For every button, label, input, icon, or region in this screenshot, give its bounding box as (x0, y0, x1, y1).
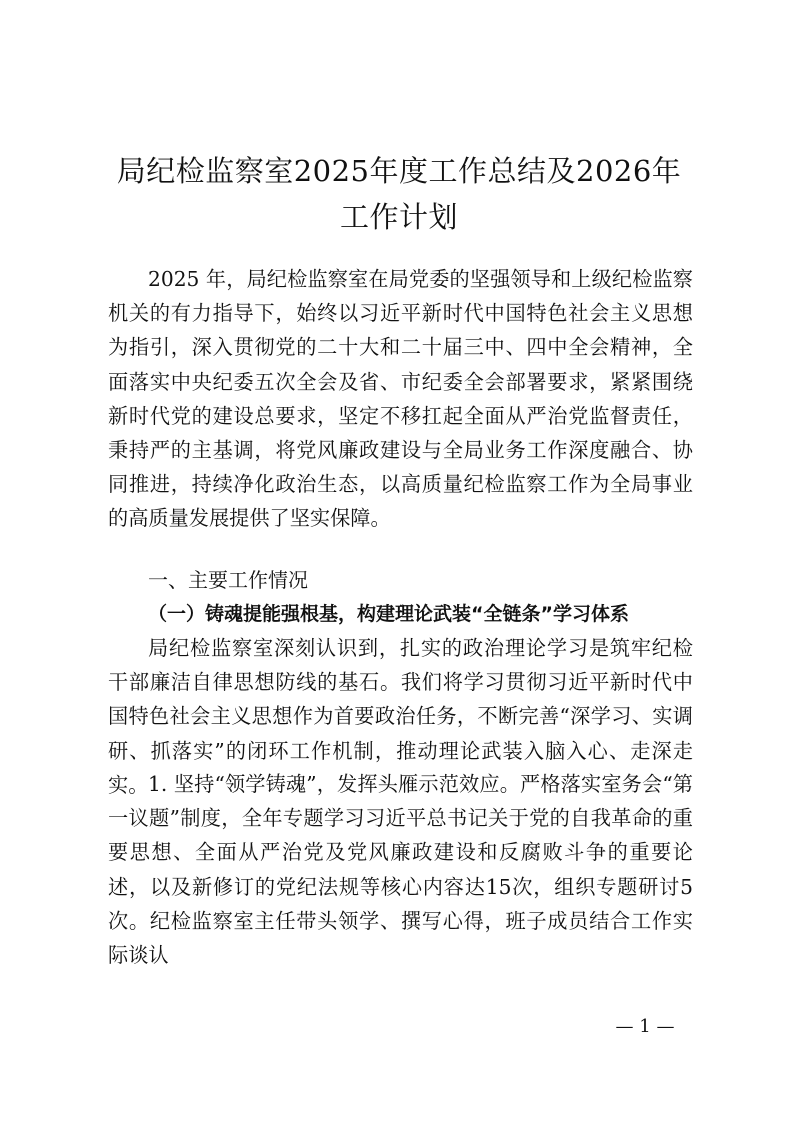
intro-paragraph: 2025 年，局纪检监察室在局党委的坚强领导和上级纪检监察机关的有力指导下，始终以习近平新时代中国特色社会主义思想为指引，深入贯彻党的二十大和二十届三中、四中全会精神，全面落实中央纪委五次全会及省、市纪委全会部署要求，紧紧围绕新时代党的建设总要求，坚定不移扛起全面从严治党监督责任，秉持严的主基调，将党风廉政建设与全局业务工作深度融合、协同推进，持续净化政治生态，以高质量纪检监察工作为全局事业的高质量发展提供了坚实保障。 (108, 267, 693, 531)
document-title: 局纪检监察室2025年度工作总结及2026年工作计划 (116, 154, 682, 234)
theory-study-paragraph: 局纪检监察室深刻认识到，扎实的政治理论学习是筑牢纪检干部廉洁自律思想防线的基石。我们将学习贯彻习近平新时代中国特色社会主义思想作为首要政治任务，不断完善“深学习、实调研、抓落实”的闭环工作机制，推动理论武装入脑入心、走深走实。 (108, 636, 693, 797)
section-heading-main-work: 一、主要工作情况 (148, 568, 308, 592)
item-1-paragraph: 1. 坚持“领学铸魂”，发挥头雁示范效应。严格落实室务会“第一议题”制度，全年专题学习习近平总书记关于党的自我革命的重要思想、全面从严治党及党风廉政建设和反腐败斗争的重要论述，以及新修订的党纪法规等核心内容达15次，组织专题研讨5次。纪检监察室主任带头领学、撰写心得，班子成员结合工作实际谈认 (108, 772, 693, 968)
page-number: — 1 — (615, 1016, 675, 1037)
subsection-heading-theory-study: （一）铸魂提能强根基，构建理论武装“全链条”学习体系 (148, 603, 629, 625)
